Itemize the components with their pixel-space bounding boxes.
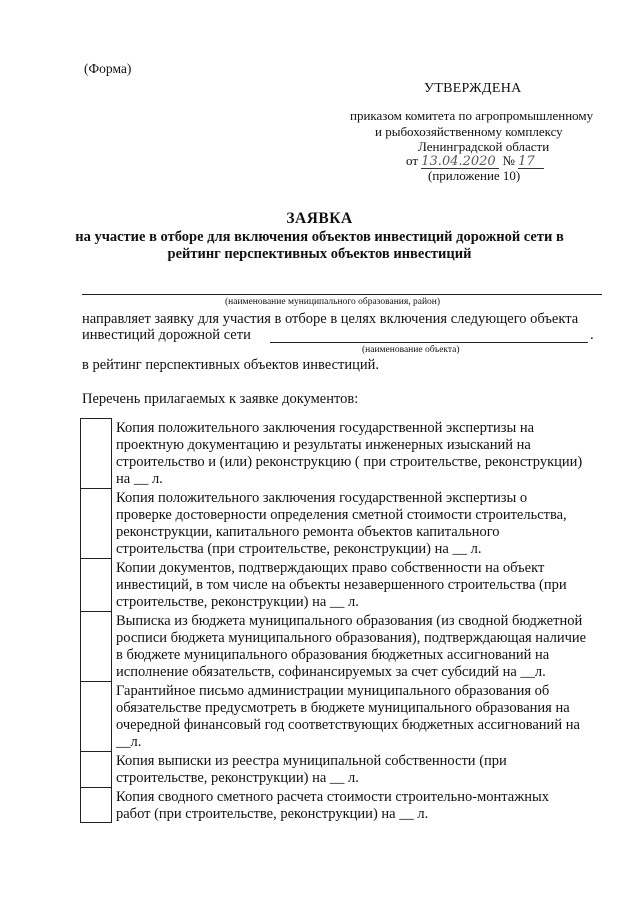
document-text: Гарантийное письмо администрации муниципального образования об обязательстве предусмотреть в бюджете муниципального образования на очередной финансовый год соответствующих бюджетных ассигнований на __л. — [116, 683, 580, 750]
municipality-caption: (наименование муниципального образования, район) — [225, 297, 441, 307]
order-date-line — [406, 153, 544, 169]
document-text: Выписка из бюджета муниципального образования (из сводной бюджетной росписи бюджета муниципального образования), подтверждающая наличие в бюджете муниципального образования бюджетных ассигнований на исполнение обязательств, софинансируемых за счет субсидий на __л. — [116, 613, 587, 680]
body-line-1: направляет заявку для участия в отборе в целях включения следующего объекта — [82, 311, 579, 327]
document-text: Копия положительного заключения государственной экспертизы на проектную документацию и результаты инженерных изысканий на строительство и (или) реконструкцию ( при строительстве, реконструкции) на __ л. — [116, 420, 583, 487]
order-number-handwritten: 17 — [518, 155, 544, 169]
document-subtitle-line-1: на участие в отборе для включения объектов инвестиций дорожной сети в — [75, 229, 564, 245]
list-item — [80, 558, 610, 611]
list-item — [80, 611, 610, 681]
object-caption: (наименование объекта) — [362, 345, 460, 355]
document-checkbox[interactable] — [80, 787, 112, 823]
order-line-1: приказом комитета по агропромышленному — [350, 108, 594, 123]
document-checkbox[interactable] — [80, 611, 112, 681]
document-text: Копия выписки из реестра муниципальной собственности (при строительстве, реконструкции) на __ л. — [116, 753, 507, 786]
object-fill-line[interactable] — [270, 342, 588, 343]
documents-heading: Перечень прилагаемых к заявке документов: — [82, 391, 359, 407]
order-line-2: и рыбохозяйственному комплексу — [375, 124, 563, 139]
documents-checklist — [80, 418, 610, 823]
order-line-3: Ленинградской области — [418, 139, 550, 154]
order-from-label: от — [406, 153, 419, 168]
body-line-2: инвестиций дорожной сети — [82, 327, 251, 343]
order-date-handwritten: 13.04.2020 — [421, 155, 499, 169]
appendix-label: (приложение 10) — [428, 168, 521, 183]
municipality-fill-line[interactable] — [82, 294, 602, 295]
body-line-2-period: . — [590, 327, 594, 343]
document-checkbox[interactable] — [80, 681, 112, 751]
document-checkbox[interactable] — [80, 488, 112, 558]
list-item — [80, 681, 610, 751]
list-item — [80, 418, 610, 488]
order-number-label: № — [502, 153, 515, 168]
document-checkbox[interactable] — [80, 751, 112, 787]
list-item — [80, 751, 610, 787]
document-subtitle-line-2: рейтинг перспективных объектов инвестиций — [167, 246, 472, 262]
list-item — [80, 787, 610, 823]
document-checkbox[interactable] — [80, 558, 112, 611]
approved-heading: УТВЕРЖДЕНА — [424, 81, 522, 96]
list-item — [80, 488, 610, 558]
document-title: ЗАЯВКА — [286, 210, 353, 227]
form-label: (Форма) — [84, 61, 132, 76]
document-text: Копия сводного сметного расчета стоимости строительно-монтажных работ (при строительстве, реконструкции) на __ л. — [116, 789, 549, 822]
document-checkbox[interactable] — [80, 418, 112, 488]
body-line-3: в рейтинг перспективных объектов инвестиций. — [82, 357, 380, 373]
document-text: Копия положительного заключения государственной экспертизы о проверке достоверности определения сметной стоимости строительства, реконструкции, капитального ремонта объектов капитального строительства (при строительстве, реконструкции) на __ л. — [116, 490, 567, 557]
document-text: Копии документов, подтверждающих право собственности на объект инвестиций, в том числе на объекты незавершенного строительства (при строительстве, реконструкции) на __ л. — [116, 560, 567, 610]
